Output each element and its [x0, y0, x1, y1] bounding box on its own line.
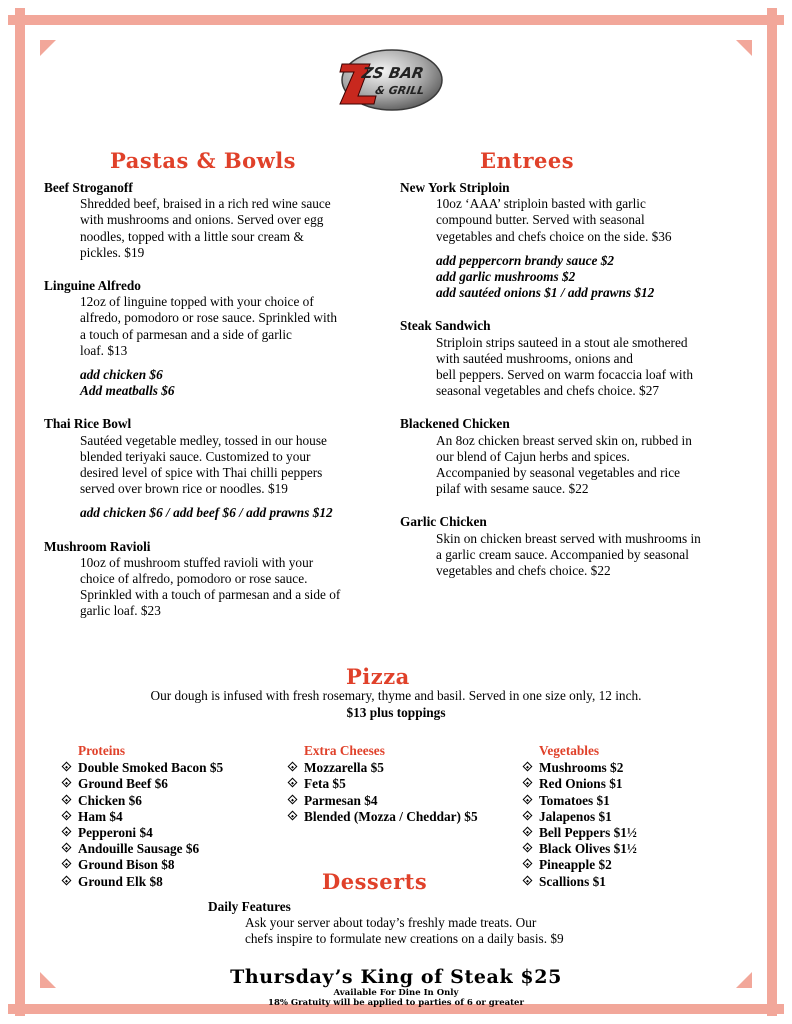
toppings-vegetables	[523, 743, 637, 890]
menu-item-desc-line: An 8oz chicken breast served skin on, rubbed in	[436, 432, 692, 448]
topping-item	[62, 760, 223, 776]
menu-item-desc-line: choice of alfredo, pomodoro or rose sauce.	[80, 571, 308, 587]
topping-item	[62, 809, 223, 825]
vegetables-heading: Vegetables	[539, 743, 600, 758]
pastas-section	[44, 180, 394, 637]
menu-item-name: Thai Rice Bowl	[44, 416, 132, 432]
topping-label: Ham $4	[78, 808, 123, 824]
desserts-section	[208, 899, 564, 948]
menu-item-desc-line: loaf. $13	[80, 342, 128, 358]
topping-label: Pepperoni $4	[78, 825, 153, 841]
menu-item-addons	[44, 505, 394, 521]
diamond-bullet-icon	[62, 810, 72, 820]
pizza-heading: Pizza	[346, 664, 410, 689]
cheeses-list	[288, 760, 478, 825]
menu-item-name: Mushroom Ravioli	[44, 538, 151, 554]
diamond-bullet-icon	[523, 778, 533, 788]
menu-item-name: Beef Stroganoff	[44, 180, 133, 195]
menu-item-desc-line: garlic loaf. $23	[80, 603, 161, 619]
vegetables-list	[523, 760, 637, 890]
topping-item	[523, 776, 637, 792]
topping-label: Feta $5	[304, 776, 346, 792]
diamond-bullet-icon	[62, 762, 72, 772]
diamond-bullet-icon	[62, 843, 72, 853]
menu-item-desc-line: Sautéed vegetable medley, tossed in our house	[80, 432, 327, 448]
topping-label: Bell Peppers $1½	[539, 825, 637, 841]
diamond-bullet-icon	[523, 843, 533, 853]
menu-item-addons	[400, 253, 760, 302]
cheeses-heading: Extra Cheeses	[304, 743, 385, 758]
menu-item-desc-line: 10oz ‘AAA’ striploin basted with garlic	[436, 196, 646, 212]
menu-item-desc-line: our blend of Cajun herbs and spices.	[436, 448, 630, 464]
topping-label: Ground Elk $8	[78, 873, 163, 889]
topping-label: Black Olives $1½	[539, 841, 637, 857]
topping-label: Tomatoes $1	[539, 792, 610, 808]
diamond-bullet-icon	[288, 778, 298, 788]
menu-item	[44, 180, 394, 261]
addon-line: add peppercorn brandy sauce $2	[436, 252, 615, 268]
topping-label: Jalapenos $1	[539, 808, 612, 824]
topping-item	[523, 809, 637, 825]
menu-item	[400, 514, 760, 579]
menu-item-name: Garlic Chicken	[400, 514, 487, 530]
topping-item	[523, 841, 637, 857]
menu-item-desc-line: Shredded beef, braised in a rich red wine sauce	[80, 196, 331, 212]
pastas-heading: Pastas & Bowls	[110, 148, 297, 173]
diamond-bullet-icon	[523, 810, 533, 820]
logo-text-bottom: & GRILL	[374, 84, 426, 97]
menu-item	[44, 539, 394, 620]
topping-item	[288, 793, 478, 809]
menu-item-desc-line: with sautéed mushrooms, onions and	[436, 350, 633, 366]
menu-item-addons	[44, 367, 394, 399]
thursday-special: Thursday’s King of Steak $25	[230, 966, 562, 988]
diamond-bullet-icon	[523, 859, 533, 869]
menu-item-desc-line: Sprinkled with a touch of parmesan and a side of	[80, 587, 341, 603]
topping-item	[523, 825, 637, 841]
topping-item	[523, 760, 637, 776]
diamond-bullet-icon	[62, 827, 72, 837]
diamond-bullet-icon	[62, 875, 72, 885]
toppings-cheeses	[288, 743, 478, 825]
dessert-desc-line-1: Ask your server about today’s freshly made treats. Our	[245, 915, 537, 931]
toppings-proteins	[62, 743, 223, 890]
diamond-bullet-icon	[523, 794, 533, 804]
topping-label: Double Smoked Bacon $5	[78, 760, 224, 776]
menu-item-desc-line: pickles. $19	[80, 244, 145, 260]
addon-line: add sautéed onions $1 / add prawns $12	[436, 285, 655, 301]
proteins-heading: Proteins	[78, 743, 126, 758]
topping-label: Mushrooms $2	[539, 760, 624, 776]
topping-label: Andouille Sausage $6	[78, 841, 200, 857]
frame-right-bar	[767, 8, 777, 1016]
entrees-section	[400, 180, 760, 596]
menu-item-desc-line: alfredo, pomodoro or rose sauce. Sprinkled with	[80, 310, 338, 326]
topping-item	[62, 841, 223, 857]
topping-label: Ground Bison $8	[78, 857, 175, 873]
menu-item-desc-line: Striploin strips sauteed in a stout ale smothered	[436, 334, 688, 350]
topping-item	[62, 776, 223, 792]
proteins-list	[62, 760, 223, 890]
topping-item	[523, 857, 637, 873]
menu-item-desc-line: bell peppers. Served on warm focaccia loaf with	[436, 367, 693, 383]
addon-line: add garlic mushrooms $2	[436, 269, 576, 285]
menu-item-desc-line: vegetables and chefs choice on the side. $36	[436, 228, 672, 244]
frame-corner-top-right	[736, 40, 752, 56]
menu-item	[44, 278, 394, 399]
dine-in-note: Available For Dine In Only	[333, 988, 459, 998]
topping-item	[288, 760, 478, 776]
diamond-bullet-icon	[523, 827, 533, 837]
topping-item	[62, 825, 223, 841]
menu-item-name: Steak Sandwich	[400, 318, 491, 334]
menu-item-desc-line: vegetables and chefs choice. $22	[436, 563, 611, 579]
topping-label: Red Onions $1	[539, 776, 623, 792]
topping-item	[288, 776, 478, 792]
frame-left-bar	[15, 8, 25, 1016]
diamond-bullet-icon	[288, 762, 298, 772]
diamond-bullet-icon	[62, 794, 72, 804]
menu-item-desc-line: served over brown rice or noodles. $19	[80, 481, 288, 497]
dessert-desc-line-2: chefs inspire to formulate new creations on a daily basis. $9	[245, 931, 564, 947]
dessert-name: Daily Features	[208, 899, 291, 914]
pizza-base-price: $13 plus toppings	[346, 705, 446, 720]
menu-item-desc-line: 10oz of mushroom stuffed ravioli with your	[80, 554, 314, 570]
topping-item	[62, 874, 223, 890]
topping-item	[288, 809, 478, 825]
addon-line: add chicken $6	[80, 367, 163, 383]
diamond-bullet-icon	[62, 859, 72, 869]
topping-label: Pineapple $2	[539, 857, 612, 873]
menu-item-desc-line: with mushrooms and onions. Served over egg	[80, 212, 324, 228]
menu-item-desc-line: blended teriyaki sauce. Customized to your	[80, 448, 311, 464]
menu-item-desc-line: a touch of parmesan and a side of garlic	[80, 326, 292, 342]
menu-item-desc-line: compound butter. Served with seasonal	[436, 212, 645, 228]
diamond-bullet-icon	[523, 875, 533, 885]
topping-label: Chicken $6	[78, 792, 142, 808]
menu-item-desc-line: Skin on chicken breast served with mushrooms in	[436, 530, 701, 546]
topping-label: Ground Beef $6	[78, 776, 168, 792]
topping-label: Blended (Mozza / Cheddar) $5	[304, 808, 478, 824]
pizza-intro: Our dough is infused with fresh rosemary, thyme and basil. Served in one size only, 12 inch.	[150, 688, 642, 703]
entrees-heading: Entrees	[480, 148, 575, 173]
menu-item	[400, 416, 760, 497]
addon-line: Add meatballs $6	[80, 383, 175, 399]
topping-item	[62, 793, 223, 809]
desserts-heading: Desserts	[322, 869, 428, 894]
diamond-bullet-icon	[62, 778, 72, 788]
menu-item-name: Blackened Chicken	[400, 416, 510, 432]
menu-item	[44, 416, 394, 521]
frame-top-bar	[8, 15, 784, 25]
menu-item-desc-line: desired level of spice with Thai chilli peppers	[80, 465, 323, 481]
topping-item	[523, 874, 637, 890]
menu-item-name: New York Striploin	[400, 180, 510, 195]
menu-item	[400, 180, 760, 301]
logo-text-top: ZS BAR	[360, 64, 426, 82]
menu-item-desc-line: 12oz of linguine topped with your choice of	[80, 294, 314, 310]
topping-label: Mozzarella $5	[304, 760, 384, 776]
menu-item-name: Linguine Alfredo	[44, 278, 141, 294]
diamond-bullet-icon	[523, 762, 533, 772]
topping-item	[523, 793, 637, 809]
gratuity-note: 18% Gratuity will be applied to parties of 6 or greater	[268, 998, 524, 1008]
menu-item-desc-line: a garlic cream sauce. Accompanied by seasonal	[436, 546, 689, 562]
restaurant-logo	[336, 44, 448, 114]
topping-label: Scallions $1	[539, 873, 606, 889]
topping-label: Parmesan $4	[304, 792, 378, 808]
menu-item-desc-line: seasonal vegetables and chefs choice. $27	[436, 383, 660, 399]
addon-line: add chicken $6 / add beef $6 / add prawns $12	[80, 505, 333, 521]
menu-item	[400, 318, 760, 399]
menu-item-desc-line: Accompanied by seasonal vegetables and rice	[436, 465, 681, 481]
frame-corner-top-left	[40, 40, 56, 56]
topping-item	[62, 857, 223, 873]
diamond-bullet-icon	[288, 794, 298, 804]
menu-item-desc-line: pilaf with sesame sauce. $22	[436, 481, 589, 497]
diamond-bullet-icon	[288, 810, 298, 820]
menu-item-desc-line: noodles, topped with a little sour cream &	[80, 228, 304, 244]
